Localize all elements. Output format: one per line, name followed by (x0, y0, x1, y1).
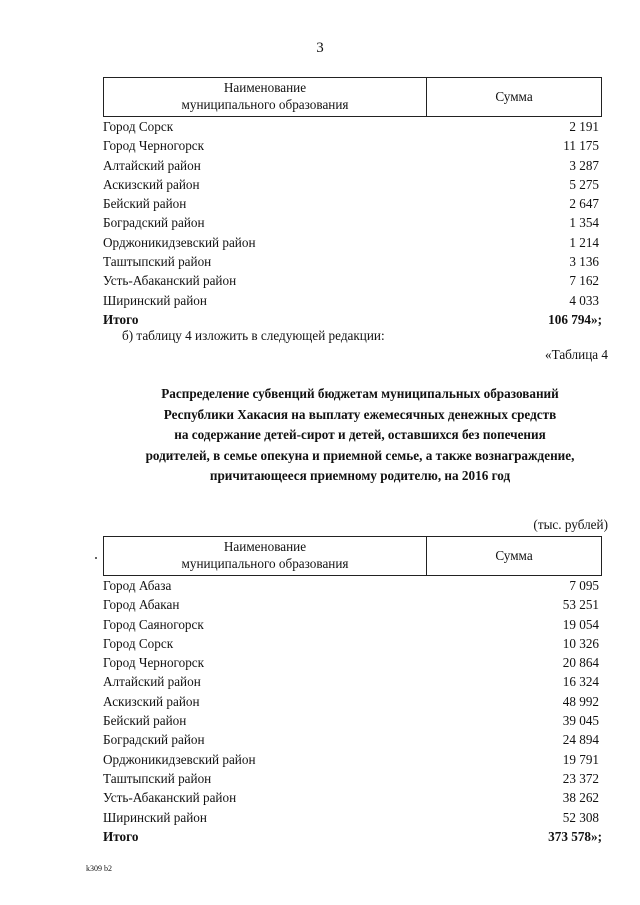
table-row (103, 175, 602, 194)
row-value: 53 251 (562, 597, 599, 613)
table-row (103, 291, 602, 310)
row-value: 1 214 (569, 234, 599, 250)
table-row (103, 615, 602, 634)
header-sum-cell: Сумма (495, 89, 533, 104)
row-value: 20 864 (562, 655, 599, 671)
row-value: 38 262 (562, 790, 599, 806)
total-row (103, 310, 602, 329)
heading-line: родителей, в семье опекуна и приемной семье, а также вознаграждение, (145, 447, 575, 463)
row-name: Город Саяногорск (103, 616, 204, 632)
table-row (103, 730, 602, 749)
header-sum-cell: Сумма (495, 548, 533, 563)
row-value: 2 191 (569, 119, 599, 134)
table-label: «Таблица 4 (545, 347, 608, 362)
row-name: Боградский район (103, 215, 205, 231)
row-name: Орджоникидзевский район (103, 751, 256, 767)
row-name: Усть-Абаканский район (103, 790, 237, 806)
table-row (103, 136, 602, 155)
header-name-line1: Наименование (223, 539, 307, 554)
table-row (103, 711, 602, 730)
row-value: 5 275 (569, 176, 599, 192)
row-value: 39 045 (562, 713, 599, 729)
table-row (103, 653, 602, 672)
header-name-cell (104, 537, 427, 575)
row-name: Орджоникидзевский район (103, 234, 256, 250)
table-2 (103, 536, 602, 846)
instruction-text: б) таблицу 4 изложить в следующей редакции: (122, 328, 385, 343)
scan-dot (95, 557, 97, 559)
heading-line: причитающееся приемному родителю, на 2016 год (209, 468, 511, 483)
row-name: Город Сорск (103, 635, 174, 651)
row-value: 23 372 (562, 770, 599, 786)
table-row (103, 156, 602, 175)
table-row (103, 595, 602, 614)
table-row (103, 808, 602, 827)
table-header (103, 77, 602, 117)
total-label: Итого (103, 311, 139, 327)
units-label: (тыс. рублей) (533, 517, 608, 532)
header-name-cell (104, 78, 427, 116)
row-name: Город Черногорск (103, 655, 205, 671)
row-name: Ширинский район (103, 809, 207, 825)
row-name: Ширинский район (103, 292, 207, 308)
total-value: 106 794»; (548, 311, 602, 327)
table-row (103, 117, 602, 136)
row-value: 10 326 (562, 635, 599, 651)
row-name: Таштыпский район (103, 254, 212, 270)
table-row (103, 233, 602, 252)
row-value: 24 894 (562, 732, 599, 748)
heading-line: на содержание детей-сирот и детей, оставшихся без попечения (174, 427, 546, 442)
row-value: 1 354 (569, 215, 599, 231)
row-name: Усть-Абаканский район (103, 273, 237, 289)
row-value: 7 162 (569, 273, 599, 289)
page-number: 3 (316, 40, 324, 56)
table-row (103, 692, 602, 711)
row-name: Бейский район (103, 196, 187, 212)
row-value: 48 992 (562, 693, 599, 709)
table-row (103, 194, 602, 213)
total-value: 373 578»; (548, 828, 602, 844)
row-value: 3 287 (569, 157, 599, 173)
table-row (103, 576, 602, 595)
table-row (103, 788, 602, 807)
row-value: 16 324 (562, 674, 599, 690)
row-name: Боградский район (103, 732, 205, 748)
header-name-line2: муниципального образования (181, 556, 349, 571)
header-name-line1: Наименование (223, 80, 307, 95)
table-header (103, 536, 602, 576)
row-value: 19 791 (562, 751, 599, 767)
row-value: 2 647 (569, 196, 599, 212)
table-body (103, 576, 602, 846)
table-1 (103, 77, 602, 329)
header-name-line2: муниципального образования (181, 97, 349, 112)
row-name: Город Сорск (103, 119, 174, 134)
row-name: Алтайский район (103, 674, 201, 690)
table-body (103, 117, 602, 329)
table-row (103, 271, 602, 290)
table-row (103, 769, 602, 788)
row-value: 11 175 (563, 138, 599, 154)
table-row (103, 252, 602, 271)
row-name: Аскизский район (103, 693, 200, 709)
row-name: Город Абакан (103, 597, 180, 613)
row-name: Алтайский район (103, 157, 201, 173)
row-value: 3 136 (569, 254, 599, 270)
row-value: 4 033 (569, 292, 599, 308)
row-name: Таштыпский район (103, 770, 212, 786)
total-row (103, 827, 602, 846)
total-label: Итого (103, 828, 139, 844)
footer-code: k309 b2 (86, 864, 112, 873)
row-value: 19 054 (562, 616, 599, 632)
table-row (103, 213, 602, 232)
row-name: Бейский район (103, 713, 187, 729)
heading-line: Республики Хакасия на выплату ежемесячных денежных средств (163, 406, 557, 422)
heading-line: Распределение субвенций бюджетам муниципальных образований (161, 386, 559, 401)
row-value: 7 095 (569, 578, 599, 593)
table-row (103, 750, 602, 769)
row-name: Город Абаза (103, 578, 172, 593)
row-name: Город Черногорск (103, 138, 205, 154)
table-row (103, 672, 602, 691)
section-heading (0, 384, 640, 487)
table-row (103, 634, 602, 653)
row-value: 52 308 (562, 809, 599, 825)
row-name: Аскизский район (103, 176, 200, 192)
